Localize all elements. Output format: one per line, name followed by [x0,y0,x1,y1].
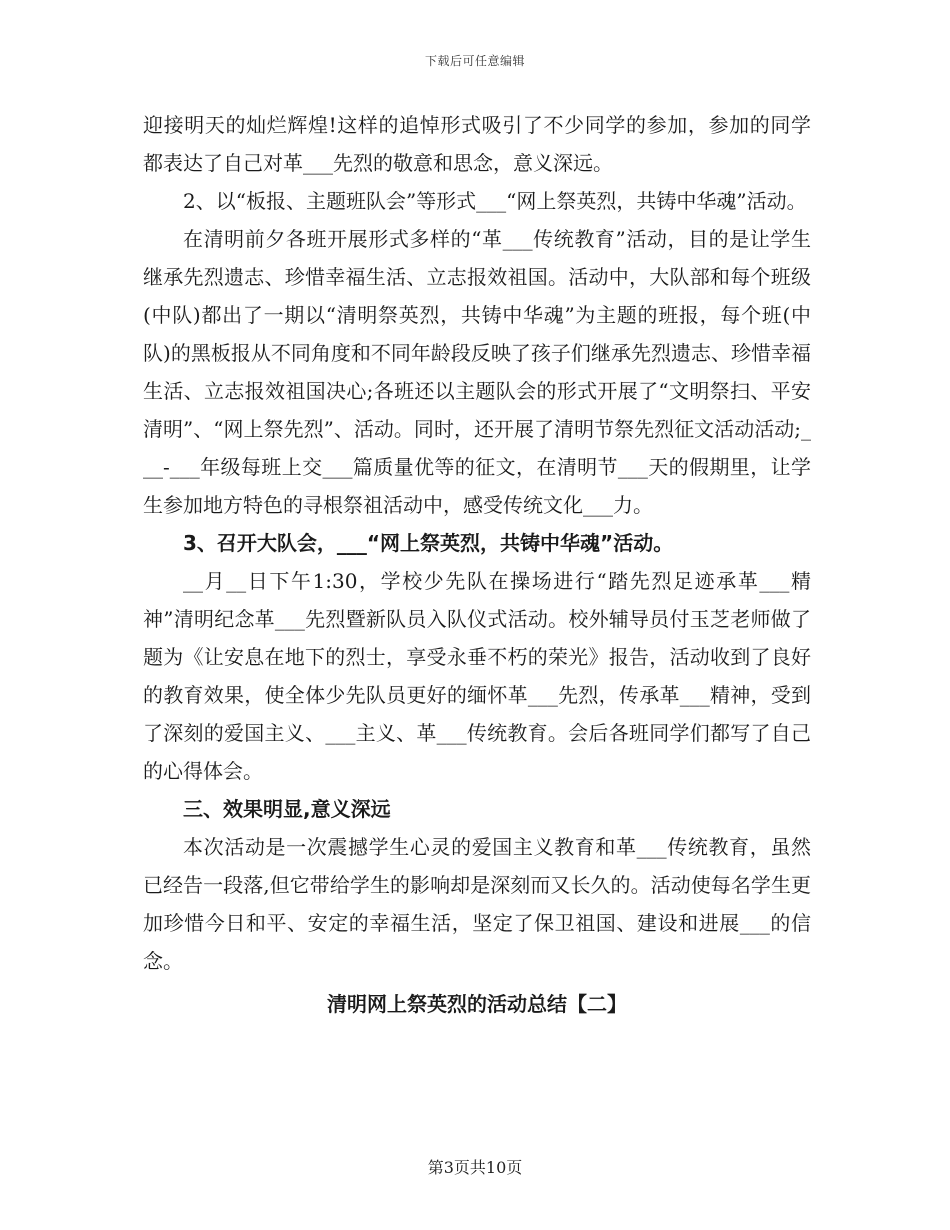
paragraph-continuation: 迎接明天的灿烂辉煌!这样的追悼形式吸引了不少同学的参加，参加的同学都表达了自己对革___先烈的敬意和思念，意义深远。 [143,113,811,175]
section-title: 清明网上祭英烈的活动总结【二】 [327,992,627,1016]
paragraph-item-2: 2、以“板报、主题班队会”等形式___“网上祭英烈，共铸中华魂”活动。 [183,189,807,213]
paragraph-class-activities: 在清明前夕各班开展形式多样的“革___传统教育”活动，目的是让学生继承先烈遗志、珍惜幸福生活、立志报效祖国。活动中，大队部和每个班级(中队)都出了一期以“清明祭英烈，共铸中华魂”为主题的班报，每个班(中队)的黑板报从不同角度和不同年龄段反映了孩子们继承先烈遗志、珍惜幸福生活、立志报效祖国决心;各班还以主题队会的形式开展了“文明祭扫、平安清明”、“网上祭先烈”、活动。同时，还开展了清明节祭先烈征文活动活动;___-___年级每班上交___篇质量优等的征文，在清明节___天的假期里，让学生参加地方特色的寻根祭祖活动中，感受传统文化___力。 [143,227,811,517]
paragraph-item-3-heading: 3、召开大队会，___“网上祭英烈，共铸中华魂”活动。 [183,531,674,555]
document-body [143,106,811,1024]
paragraph-results: 本次活动是一次震撼学生心灵的爱国主义教育和革___传统教育，虽然已经告一段落,但它带给学生的影响却是深刻而又长久的。活动使每名学生更加珍惜今日和平、安定的幸福生活，坚定了保卫祖国、建设和进展___的信念。 [143,835,811,973]
paragraph-ceremony: __月__日下午1:30，学校少先队在操场进行“踏先烈足迹承革___精神”清明纪念革___先烈暨新队员入队仪式活动。校外辅导员付玉芝老师做了题为《让安息在地下的烈士，享受永垂不朽的荣光》报告，活动收到了良好的教育效果，使全体少先队员更好的缅怀革___先烈，传承革___精神，受到了深刻的爱国主义、___主义、革___传统教育。会后各班同学们都写了自己的心得体会。 [143,569,811,783]
page-header-note: 下载后可任意编辑 [424,54,525,68]
section-heading-results: 三、效果明显,意义深远 [183,797,391,821]
page-footer-number: 第3页共10页 [427,1158,523,1177]
